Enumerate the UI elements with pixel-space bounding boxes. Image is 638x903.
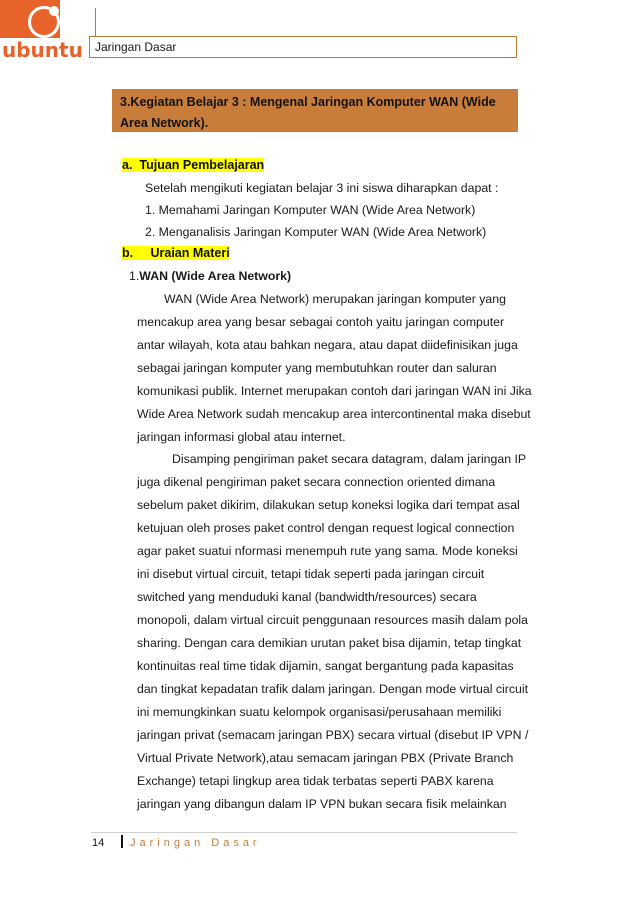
paragraph-line: Wide Area Network sudah mencakup area intercontinental maka disebut — [137, 407, 531, 421]
footer-separator — [121, 835, 123, 848]
paragraph-line: mencakup area yang besar sebagai contoh yaitu jaringan computer — [137, 315, 505, 329]
paragraph-line: sharing. Dengan cara demikian urutan paket bisa dijamin, tetap tingkat — [137, 636, 522, 650]
paragraph-line: sebagai jaringan komputer yang membutuhkan router dan saluran — [137, 361, 497, 375]
section-title-line1: 3.Kegiatan Belajar 3 : Mengenal Jaringan Komputer WAN (Wide — [120, 95, 496, 109]
tujuan-item-1: 1. Memahami Jaringan Komputer WAN (Wide Area Network) — [145, 203, 476, 217]
paragraph-line: dan tingkat kepadatan trafik dalam jaringan. Dengan mode virtual circuit — [137, 682, 528, 696]
header-divider — [95, 8, 96, 36]
uraian-subheading-num: 1. — [129, 269, 140, 283]
paragraph-line: jaringan privat (semacam jaringan PBX) secara virtual (disebut IP VPN / — [137, 728, 529, 742]
tujuan-heading-text: Tujuan Pembelajaran — [139, 158, 265, 172]
paragraph-line: WAN (Wide Area Network) merupakan jaringan komputer yang — [164, 292, 506, 306]
paragraph-line: komunikasi publik. Internet merupakan contoh dari jaringan WAN ini Jika — [137, 384, 532, 398]
footer-book-title: Jaringan Dasar — [130, 837, 261, 849]
footer-rule — [91, 832, 517, 833]
paragraph-line: jaringan yang dibangun dalam IP VPN bukan secara fisik melainkan — [137, 797, 507, 811]
paragraph-line: kontinuitas real time tidak dijamin, sangat bergantung pada kapasitas — [137, 659, 514, 673]
tujuan-heading — [122, 158, 264, 172]
paragraph-line: ini disebut virtual circuit, tetapi tidak seperti pada jaringan circuit — [137, 567, 485, 581]
running-title: Jaringan Dasar — [95, 40, 177, 54]
paragraph-line: jaringan informasi global atau internet. — [137, 430, 346, 444]
paragraph-line: Virtual Private Network),atau semacam jaringan PBX (Private Branch — [137, 751, 514, 765]
uraian-heading — [122, 246, 230, 260]
paragraph-line: Exchange) tetapi lingkup area tidak terbatas seperti PABX karena — [137, 774, 494, 788]
section-title-banner — [112, 89, 518, 132]
tujuan-intro: Setelah mengikuti kegiatan belajar 3 ini siswa diharapkan dapat : — [145, 181, 499, 195]
paragraph-line: ketujuan oleh proses paket control dengan request logical connection — [137, 521, 515, 535]
running-header — [89, 36, 517, 58]
logo-text: ubuntu — [2, 38, 83, 62]
ubuntu-logo — [0, 0, 96, 62]
paragraph-line: agar paket suatui nformasi menempuh rute yang sama. Mode koneksi — [137, 544, 518, 558]
section-title-line2: Area Network). — [120, 116, 209, 130]
paragraph-line: ini memungkinkan suatu kelompok organisasi/perusahaan memiliki — [137, 705, 502, 719]
uraian-subheading-text: WAN (Wide Area Network) — [139, 269, 292, 283]
circle-of-friends-icon — [28, 6, 60, 38]
paragraph-line: Disamping pengiriman paket secara datagram, dalam jaringan IP — [172, 452, 527, 466]
paragraph-line: switched yang menduduki kanal (bandwidth/resources) secara — [137, 590, 477, 604]
paragraph-line: antar wilayah, kota atau bahkan negara, atau dapat diidefinisikan juga — [137, 338, 518, 352]
uraian-heading-text: Uraian Materi — [150, 246, 230, 260]
page-number: 14 — [92, 837, 105, 849]
uraian-heading-label: b. — [122, 246, 134, 260]
paragraph-line: juga dikenal pengiriman paket secara connection oriented dimana — [137, 475, 496, 489]
paragraph-line: sebelum paket dikirim, dilakukan setup koneksi logika dari tempat asal — [137, 498, 520, 512]
tujuan-heading-label: a. — [122, 158, 133, 172]
uraian-subheading — [129, 269, 291, 283]
paragraph-line: monopoli, dalam virtual circuit penggunaan resources masih dalam pola — [137, 613, 528, 627]
tujuan-item-2: 2. Menganalisis Jaringan Komputer WAN (Wide Area Network) — [145, 225, 487, 239]
